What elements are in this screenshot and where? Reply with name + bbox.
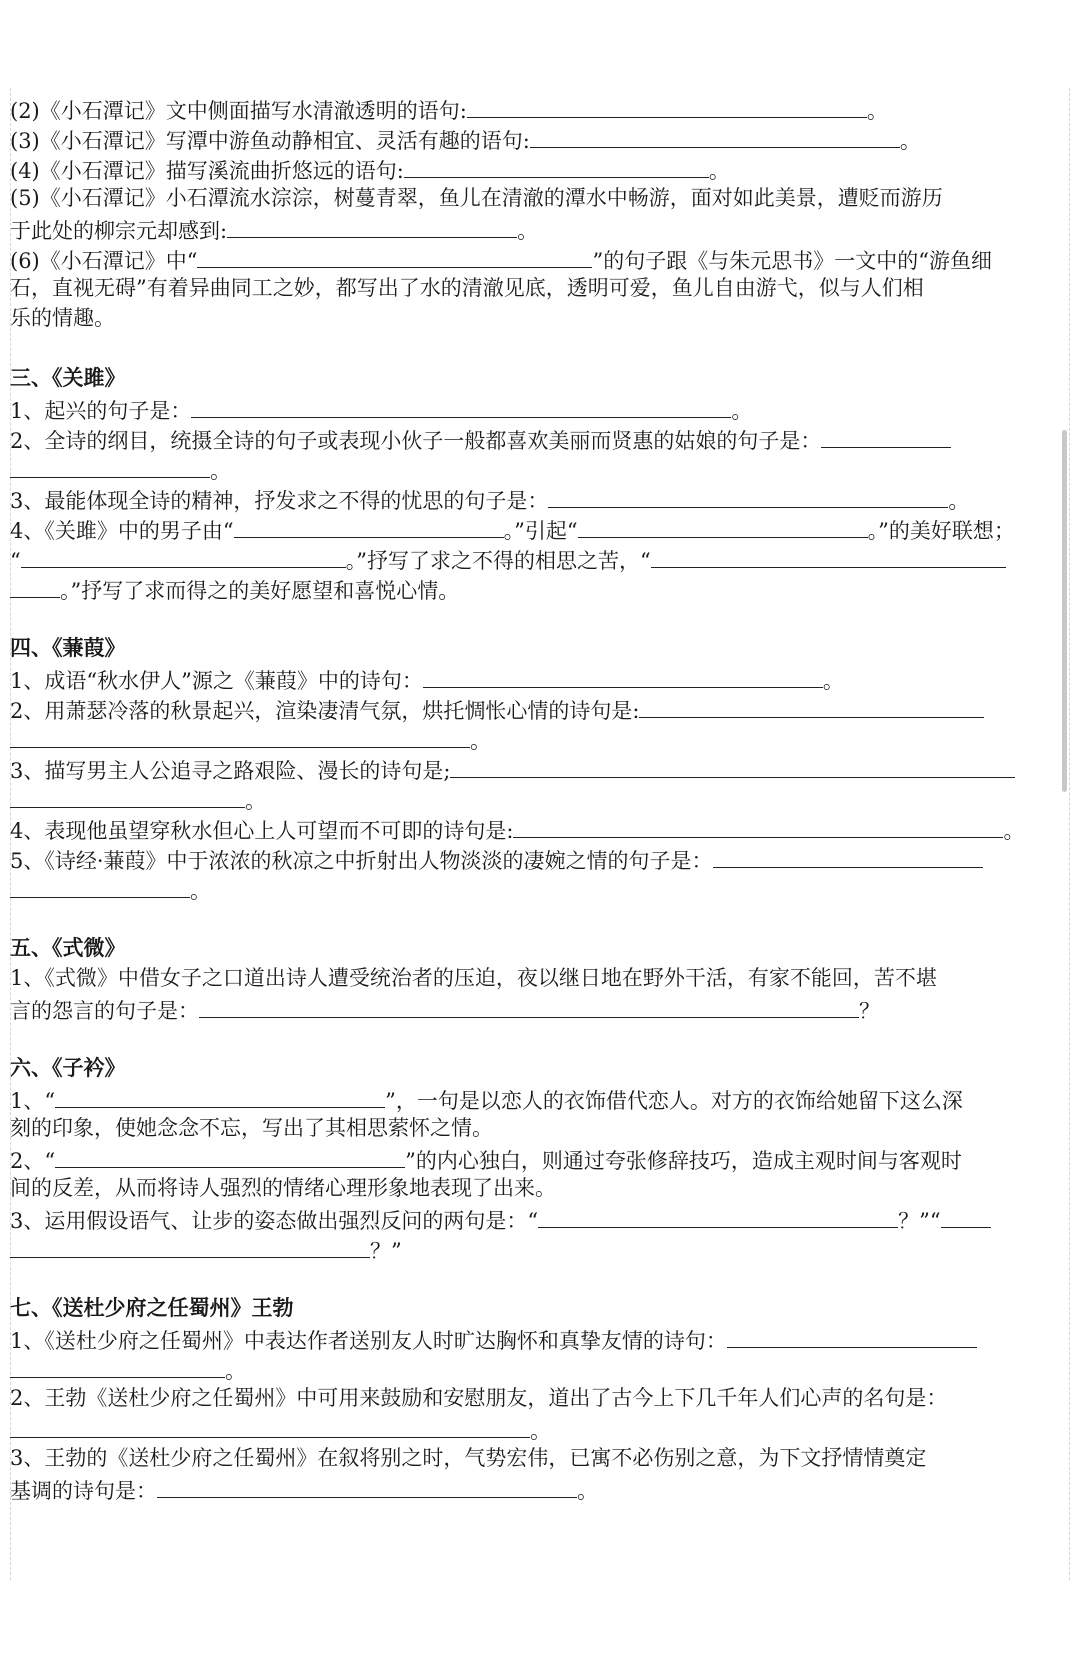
q-s5-1-line2: 言的怨言的句子是： ？ (10, 993, 880, 1026)
q-s2-5-line1: (5)《小石潭记》小石潭流水淙淙，树蔓青翠，鱼儿在清澈的潭水中畅游，面对如此美景，遭贬而游历 (10, 186, 943, 210)
q-s7-1-line1: 1、《送杜少府之任蜀州》中表达作者送别友人时旷达胸怀和真挚友情的诗句： (10, 1323, 977, 1356)
section-title-guanju: 三、《关雎》 (10, 366, 126, 390)
q-s4-3-line1: 3、描写男主人公追寻之路艰险、漫长的诗句是; (10, 753, 1015, 786)
answer-blank[interactable] (21, 543, 346, 568)
answer-blank[interactable] (423, 663, 823, 688)
answer-blank[interactable] (10, 1353, 225, 1378)
q-s4-2-line2: 。 (10, 723, 491, 756)
q-s4-5-line1: 5、《诗经·蒹葭》中于浓浓的秋凉之中折射出人物淡淡的凄婉之情的句子是： (10, 843, 983, 876)
q-s7-3-line1: 3、王勃的《送杜少府之任蜀州》在叙将别之时，气势宏伟，已寓不必伤别之意，为下文抒情情奠定 (10, 1446, 927, 1470)
q-s2-4: (4)《小石潭记》描写溪流曲折悠远的语句: 。 (10, 153, 730, 186)
q-s6-3-line1: 3、运用假设语气、让步的姿态做出强烈反问的两句是：“ ？”“ (10, 1203, 991, 1236)
q-s6-3-line2: ？” (10, 1233, 402, 1266)
answer-blank[interactable] (513, 813, 1003, 838)
q-s6-2-line2: 间的反差，从而将诗人强烈的情绪心理形象地表现了出来。 (10, 1176, 556, 1200)
section-title-jianjia: 四、《蒹葭》 (10, 636, 126, 660)
answer-blank[interactable] (548, 483, 948, 508)
answer-blank[interactable] (10, 783, 245, 808)
answer-blank[interactable] (10, 1413, 530, 1438)
q-s3-4-line1: 4、《关雎》中的男子由“ 。”引起“ 。”的美好联想； (10, 513, 1015, 546)
q-s3-1: 1、起兴的句子是： 。 (10, 393, 752, 426)
answer-blank[interactable] (234, 513, 504, 538)
q-s2-2: (2)《小石潭记》文中侧面描写水清澈透明的语句: 。 (10, 93, 888, 126)
answer-blank[interactable] (55, 1143, 405, 1168)
answer-blank[interactable] (157, 1473, 577, 1498)
q-s4-3-line2: 。 (10, 783, 266, 816)
section-title-zijin: 六、《子衿》 (10, 1056, 126, 1080)
q-s4-4: 4、表现他虽望穿秋水但心上人可望而不可即的诗句是: 。 (10, 813, 1024, 846)
q-s6-1-line1: 1、“ ”，一句是以恋人的衣饰借代恋人。对方的衣饰给她留下这么深 (10, 1083, 963, 1116)
answer-blank[interactable] (821, 423, 951, 448)
answer-blank[interactable] (538, 1203, 898, 1228)
answer-blank[interactable] (10, 1233, 370, 1258)
answer-blank[interactable] (941, 1203, 991, 1228)
answer-blank[interactable] (197, 243, 592, 268)
answer-blank[interactable] (639, 693, 984, 718)
answer-blank[interactable] (191, 393, 731, 418)
q-s6-2-line1: 2、“ ”的内心独白，则通过夸张修辞技巧，造成主观时间与客观时 (10, 1143, 962, 1176)
answer-blank[interactable] (713, 843, 983, 868)
answer-blank[interactable] (450, 753, 1015, 778)
q-s3-4-line3: 。”抒写了求而得之的美好愿望和喜悦心情。 (10, 573, 459, 606)
q-s4-5-line2: 。 (10, 873, 211, 906)
q-s2-6-line2: 石，直视无碍”有着异曲同工之妙，都写出了水的清澈见底，透明可爱，鱼儿自由游弋，似与人们相 (10, 276, 924, 300)
q-s7-3-line2: 基调的诗句是： 。 (10, 1473, 598, 1506)
answer-blank[interactable] (10, 573, 60, 598)
q-s6-1-line2: 刻的印象，使她念念不忘，写出了其相思萦怀之情。 (10, 1116, 493, 1140)
q-s4-2-line1: 2、用萧瑟冷落的秋景起兴，渲染凄清气氛，烘托惆怅心情的诗句是: (10, 693, 984, 726)
q-s2-3: (3)《小石潭记》写潭中游鱼动静相宜、灵活有趣的语句: 。 (10, 123, 921, 156)
section-title-songdu: 七、《送杜少府之任蜀州》王勃 (10, 1296, 294, 1320)
answer-blank[interactable] (10, 723, 470, 748)
answer-blank[interactable] (530, 123, 900, 148)
q-s2-5-line2: 于此处的柳宗元却感到: 。 (10, 213, 538, 246)
answer-blank[interactable] (199, 993, 859, 1018)
q-s7-1-line2: 。 (10, 1353, 246, 1386)
q-s3-3: 3、最能体现全诗的精神，抒发求之不得的忧思的句子是： 。 (10, 483, 969, 516)
answer-blank[interactable] (227, 213, 517, 238)
q-s2-6-line3: 乐的情趣。 (10, 306, 115, 330)
answer-blank[interactable] (467, 93, 867, 118)
q-s3-2-line2: 。 (10, 453, 231, 486)
q-s7-2-line1: 2、王勃《送杜少府之任蜀州》中可用来鼓励和安慰朋友，道出了古今上下几千年人们心声的名句是： (10, 1386, 948, 1410)
q-s7-2-line2: 。 (10, 1413, 551, 1446)
q-s2-6-line1: (6)《小石潭记》中“ ”的句子跟《与朱元思书》一文中的“游鱼细 (10, 243, 992, 276)
answer-blank[interactable] (651, 543, 1006, 568)
answer-blank[interactable] (55, 1083, 385, 1108)
q-s5-1-line1: 1、《式微》中借女子之口道出诗人遭受统治者的压迫，夜以继日地在野外干活，有家不能回，苦不堪 (10, 966, 937, 990)
answer-blank[interactable] (10, 873, 190, 898)
q-s3-2-line1: 2、全诗的纲目，统摄全诗的句子或表现小伙子一般都喜欢美丽而贤惠的姑娘的句子是： (10, 423, 951, 456)
scrollbar[interactable] (1062, 430, 1067, 792)
answer-blank[interactable] (727, 1323, 977, 1348)
answer-blank[interactable] (10, 453, 210, 478)
q-s4-1: 1、成语“秋水伊人”源之《蒹葭》中的诗句： 。 (10, 663, 844, 696)
answer-blank[interactable] (578, 513, 868, 538)
section-title-shiwei: 五、《式微》 (10, 936, 126, 960)
q-s3-4-line2: “ 。”抒写了求之不得的相思之苦，“ (10, 543, 1006, 576)
answer-blank[interactable] (404, 153, 709, 178)
